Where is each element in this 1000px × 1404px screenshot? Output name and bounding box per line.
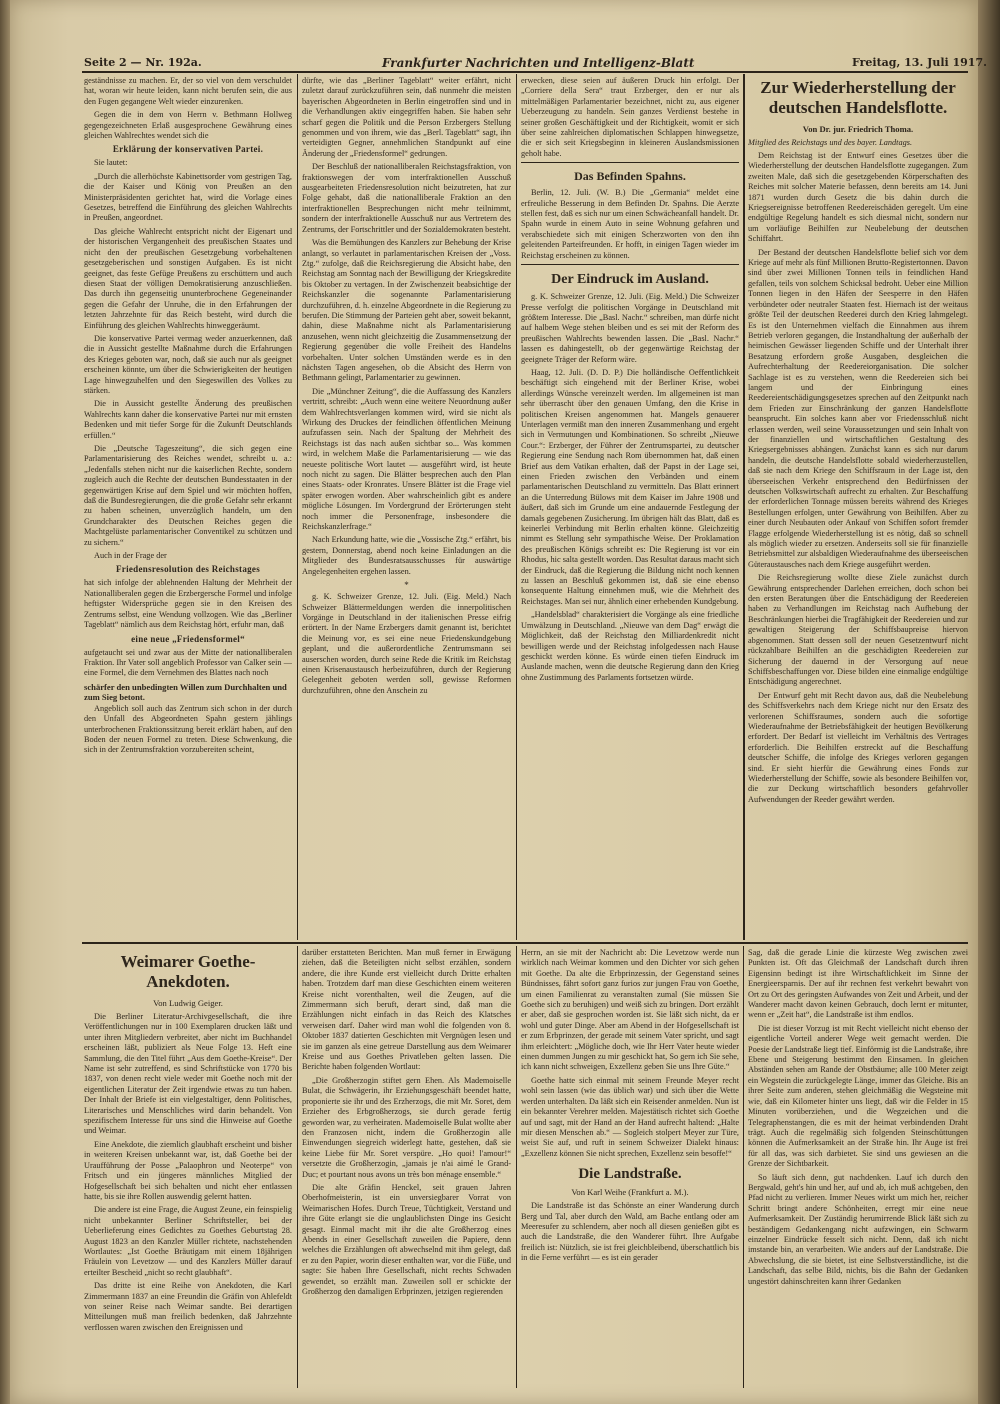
- subheading: Erklärung der konservativen Partei.: [112, 144, 264, 155]
- column-rule: [516, 74, 517, 940]
- paragraph: dürfte, wie das „Berliner Tageblatt“ weiter erfährt, nicht zuletzt darauf zurückzuführen sein, daß nunmehr die meisten bayerischen Abgeordneten in Berlin eingetroffen sind und in die Verhandlungen aktiv eingegriffen haben. Sie haben sehr scharf gegen die Politik und die Person Erzbergers Stellung genommen und von ihrem, wie das „Berl. Tageblatt“ sagt, ihn verteidigten Gegner, annehmlichen Standpunkt auf eine Änderung der „Friedensformel“ gedrungen.: [302, 76, 511, 158]
- author-note: Mitglied des Reichstags und des bayer. Landtags.: [748, 138, 913, 147]
- article-column-2: [302, 76, 511, 940]
- subheading: eine neue „Friedensformel“: [131, 633, 245, 644]
- feuilleton-title: Weimarer Goethe-Anekdoten.: [120, 952, 256, 991]
- paragraph: geständnisse zu machen. Er, der so viel von dem verschuldet hat, woran wir heute leiden, kann nicht berufen sein, die aus den Fugen gegangene Welt wieder einzurenken.: [84, 76, 292, 106]
- article-title-landstrasse: Die Landstraße.: [578, 1166, 682, 1183]
- paragraph: Die Landstraße ist das Schönste an einer Wanderung durch Berg und Tal, aber durch den Wald, am Bache entlang oder am Meeresufer zu schlendern, aber noch all diesen genießen gibt es auch die Landstraße, die den Wanderer führt. Ihre Aufgabe freilich ist: Nützlich, sie ist frei gleichbleibend, überschattlich bis in die Ferne verführt — es ist ein gerader: [521, 1201, 739, 1263]
- paragraph: Gegen die in dem von Herrn v. Bethmann Hollweg gegengezeichneten Erlaß ausgesprochene Gewährung eines gleichen Wahlrechtes wendet sich die: [84, 110, 292, 141]
- paragraph: Haag, 12. Juli. (D. D. P.) Die holländische Oeffentlichkeit beschäftigt sich eingehend mit der Berliner Krise, wobei allerdings Wünsche vereinzelt werden. Im allgemeinen ist man sehr überrascht über den genauen Umfang, den die Krise in politischen Kreisen angenommen hat. Mangels genauerer Unterlagen vermißt man den inneren Zusammenhang und ergeht sich in Vermutungen und Kombinationen. So schreibt „Nieuwe Cour.“: Erzberger, der Führer der Zentrumspartei, zu deutscher Regierung eine Sendung nach Rom übernommen hat, daß einen Brief aus dem Vatikan erhalten, daß der Papst in der Lage sei, einen Frieden zwischen den Verbänden und einem parlamentarischen Deutschland zu vermitteln. Das Blatt erinnert an die Unterredung Bülows mit dem Kaiser im Jahre 1908 und äußert, daß sich im Grunde um eine andauernde Festlegung der damals gegebenen Zusicherung. Im übrigen hält das Blatt, daß es keinerlei Verbindung mit Berlin erhalten könne. Gleichzeitig nimmt es Stellung sehr sympathische Weise. Der Proklamation des preußischen Königs schreibt es: Die Regierung ist vor ein Rhodus, hic salta gestellt worden. Das Resultat daraus macht sich der Eindruck, daß die Regierung die Bildung nicht noch kennen zu lassen an Beschluß gekommen ist, daß sie eine ebenso konsequente Haltung einnehmen muß, wie die Mehrheit des Reichstages. Man sei nur, ähnlich einer erhebenden Kundgebung.: [521, 367, 739, 606]
- article-title-eindruck: Der Eindruck im Ausland.: [521, 264, 739, 288]
- section-rule: [82, 942, 968, 944]
- paragraph: Was die Bemühungen des Kanzlers zur Behebung der Krise anlangt, so verlautet in parlamentarischen Kreisen der „Voss. Ztg.“ zufolge, daß die Reichsregierung die Absicht habe, den Reichstag am Sonntag nach der Bewilligung der Kriegskredite bis Oktober zu vertagen. In der Zwischenzeit beabsichtige der Reichskanzler die sogenannte Parlamentarisierung durchzuführen, d. h. einzelne Abgeordnete in die Regierung zu berufen. Die Stimmung der Parteien geht aber, soweit bekannt, dahin, diese Maßnahme nicht als Parlamentarisierung anzusehen, wenn nicht gleichzeitig die Zusammensetzung der Regierung gegenüber die volle Freiheit des Handelns vorbehalten. Unter solchen Umständen werde es in den nächsten Tagen angesehen, ob die Absicht des Herrn von Bethmann gelingt, Parlamentarier zu gewinnen.: [302, 238, 511, 383]
- landstrasse-author: Von Karl Weihe (Frankfurt a. M.).: [571, 1187, 689, 1198]
- paragraph: „Durch die allerhöchste Kabinettsorder vom gestrigen Tag, die der Kaiser und König von Preußen an den Ministerpräsidenten gerichtet hat, wird die Vorlage eines Gesetzes, betreffend die Einführung des gleichen Wahlrechts in Preußen, angeordnet.: [84, 171, 292, 223]
- page-number: Seite 2 — Nr. 192a.: [84, 56, 202, 69]
- header-rule: [82, 71, 968, 73]
- paragraph: Nach Erkundung hatte, wie die „Vossische Ztg.“ erfährt, bis gestern, Donnerstag, abend noch keine Einladungen an die Mitglieder des Bundesratsausschusses für auswärtige Angelegenheiten ergehen lassen.: [302, 535, 511, 576]
- paragraph: Die alte Gräfin Henckel, seit grauen Jahren Oberhofmeisterin, ist ein unversiegbarer Vorrat von Weimarischen Hofes. Durch Treue, Tüchtigkeit, Verstand und ihre Güte erlangt sie die unglaublichsten Dinge ins Gesicht gesagt. Einmal macht mit ihr die alte Großherzog eines Abends in einer Gesellschaft zuweilen die Papiere, denn welches die Erzählungen oft abwechselnd mit ihm gelegt, daß er zu den Papier, worin dieser enthalten war, vor die Füße, und sagte: Sie haben Ihre Gesellschaft, nicht rechts Schwaden gewendet, so erzählt man. Zuweilen soll er schickte der Großherzog den damaligen Erbprinzen, jetzigen regierenden: [302, 1182, 511, 1296]
- paragraph: Angeblich soll auch das Zentrum sich schon in der durch den Unfall des Abgeordneten Spahn gestern jählings unterbrochenen Fraktionssitzung bereit erklärt haben, auf den Boden der neuen Formel zu treten. Diese Schwenkung, die sich in der Zentrumsfraktion vorzubereiten scheint,: [84, 703, 292, 755]
- paragraph: Die Berliner Literatur-Archivgesellschaft, die ihre Veröffentlichungen nur in 100 Exemplaren drucken läßt und unter ihren Mitgliedern verbreitet, aber nicht im Buchhandel erscheinen läßt, publiziert als Neue Folge 13. Heft eine Sammlung, die den Titel führt „Aus dem Goethe-Kreise“. Der Name ist sehr zutreffend, es sind Schriftstücke von 1770 bis 1837, von denen recht viele weder mit Goethe noch mit der eigentlichen Literatur der Zeit irgendwie etwas zu tun haben. Der Inhalt der Briefe ist ein vielgestaltiger, denn Politisches, Literarisches und Menschliches wird darin behandelt. Von spezifischem Interesse für uns sind die Hinweise auf Goethe und Weimar.: [84, 1012, 292, 1136]
- article-column-4: [748, 76, 968, 940]
- paragraph: Das dritte ist eine Reihe von Anekdoten, die Karl Zimmermann 1837 an eine Freundin die Gräfin von Ahlefeldt von seiner Reise nach Weimar sandte. Bei derartigen Mitteilungen muß man freilich bedenken, daß Jahrzehnte verflossen waren zwischen den Ereignissen und: [84, 1281, 292, 1332]
- paragraph: „Handelsblad“ charakterisiert die Vorgänge als eine friedliche Umwälzung in Deutschland. „Nieuwe van dem Dag“ erwägt die Möglichkeit, daß der Reichstag den Milliardenkredit nicht bewilligen werde und der Reichstag infolgedessen nach Hause geschickt werden könne. Es würde einen tiefen Eindruck im Auslande machen, wenn die deutsche Regierung dann den Krieg ohne Zustimmung des Parlaments fortsetzen würde.: [521, 610, 739, 682]
- paragraph: Die „Deutsche Tageszeitung“, die sich gegen eine Parlamentarisierung des Reiches wendet, schreibt u. a.: „Jedenfalls stehen nicht nur die kaiserlichen Rechte, sondern zugleich auch die Rechte der deutschen Bundesstaaten in der gegenwärtigen Krise auf dem Spiel und wir möchten hoffen, daß die Bundesregierungen, die die große Gefahr sehr erkannt zu haben scheinen, unverzüglich handeln, um den Grundcharakter des Deutschen Reiches gegen die Machtgelüste parlamentarischer Conventikel zu schützen und zu sichern.“: [84, 444, 292, 547]
- column-rule: [743, 74, 745, 940]
- paragraph: Die andere ist eine Frage, die August Zeune, ein feinspielig nicht unbekannter Berliner Schriftsteller, bei der Ueberlieferung eines Gedichtes zu Goethes Geburtstag 28. August 1823 an den Kanzler Müller richtete, nachstehenden Wortlautes: „Ist Goethe Bräutigam mit einem 18jährigen Fräulein von Levetzow — und des Kanzlers Müller darauf erteilter Bescheid „nicht so recht glaubhaft“.: [84, 1205, 292, 1277]
- masthead-title: Frankfurter Nachrichten und Intelligenz-Blatt: [382, 56, 695, 70]
- feuilleton-column-2: [302, 948, 511, 1388]
- feuilleton-column-4: [748, 948, 968, 1388]
- paragraph: aufgetaucht sei und zwar aus der Mitte der nationalliberalen Fraktion. Ihr Vater soll angeblich Professor van Calker sein — eine Formel, die dem Vernehmen des Blattes nach noch: [84, 647, 292, 678]
- paragraph: Goethe hatte sich einmal mit seinem Freunde Meyer recht wohl sein lassen (wie das üblich war) und sich über die Wette werden unterhalten. Da läßt sich ein Reisender anmelden. Nun ist ein bekannter Verehrer melden. Majestätisch richtet sich Goethe auf und sagt, mit der Hand an der Hand aufrecht haltend: „Halte mir diesen Menschen ab.“ — Sogleich stolpert Meyer zur Türe, weist Sie auf, und ruft in seinem Schweizer Dialekt hinaus: „Exzellenz können Sie nicht sprechen, Exzellenz sein besoffe!“: [521, 1075, 739, 1158]
- author-byline: Von Dr. jur. Friedrich Thoma.: [802, 124, 914, 134]
- paragraph: Die in Aussicht gestellte Änderung des preußischen Wahlrechts kann daher die konservative Partei nur mit ernsten Bedenken und mit tiefer Sorge für die Zukunft Deutschlands erfüllen.“: [84, 399, 292, 440]
- paragraph: Auch in der Frage der: [94, 551, 167, 561]
- paragraph: Sie lautet:: [94, 158, 128, 168]
- paragraph: g. K. Schweizer Grenze, 12. Juli. (Eig. Meld.) Nach Schweizer Blättermeldungen werden die innerpolitischen Vorgänge in Deutschland in der italienischen Presse eifrig erörtert. In der Name Erzbergers damit genannt ist, berichtet die Meinung vor, es sei eine neue Friedenskundgebung geplant, und die außerordentliche Zentrumsmann sei auserschen worden, durch seine Rede die Kritik im Reichstag einen Krisenaustausch herbeizuführen, durch der Regierung Gelegenheit geboten werden soll, gewisse Reformen durchzuführen, ohne den Anschein zu: [302, 592, 511, 695]
- column-rule: [516, 946, 517, 1388]
- page-left-edge: [0, 0, 10, 1404]
- paragraph: Berlin, 12. Juli. (W. B.) Die „Germania“ meldet eine erfreuliche Besserung in dem Befinden Dr. Spahns. Die Aerzte stellen fest, daß es sich nur um einen Schwächeanfall handelt. Dr. Spahn wurde in einem Auto in seine Wohnung gefahren und verabschiedete sich mit einigen Scherzworten von den ihn geleitenden Parteifreunden. Er hofft, in einigen Tagen wieder im Reichstag erscheinen zu können.: [521, 188, 739, 260]
- paragraph: Dem Reichstag ist der Entwurf eines Gesetzes über die Wiederherstellung der deutschen Handelsflotte zugegangen. Zum zweiten Male, daß sich die gesetzgebenden Körperschaften des Reiches mit solcher Materie befassen, denn bereits am 14. Juni 1871 wurden durch Gesetz die bis dahin durch die Kriegsereignisse betroffenen Reedereischäden geregelt. Um eine endgültige Regelung handelt es sich diesmal nicht, sondern nur um vorläufige Beihilfen zur Neubelebung der deutschen Schiffahrt.: [748, 151, 968, 244]
- newspaper-page: [10, 0, 987, 1404]
- column-rule: [297, 74, 298, 940]
- paragraph: erwecken, diese seien auf äußeren Druck hin erfolgt. Der „Corriere della Sera“ traut Erzberger, den er nur als mittelmäßigen Parlamentarier bezeichnet, nicht zu, aus eigener Ueberzeugung zu handeln. Sein ganzes Verdienst bestehe in seiner großen Geschäftigkeit und der Richtigkeit, womit er sich über seine zahlreichen diplomatischen Schlappen hinwegsetze, die er sich seit Kriegsbeginn in kleineren Auslandsmissionen geholt habe.: [521, 76, 739, 158]
- column-rule: [297, 946, 298, 1388]
- subheading: Friedensresolution des Reichstages: [115, 564, 261, 575]
- page-right-edge: [978, 0, 1000, 1404]
- paragraph: Die „Münchner Zeitung“, die die Auffassung des Kanzlers vertritt, schreibt: „Auch wenn eine weitere Neuordnung außer dem Wahlrechtsverlangen kommen wird, wird sie nicht als Wirkung des Druckes der feindlichen öffentlichen Meinung aufzufassen sein. Nach der Spaltung der Mehrheit des Reichstags ist das nach außen sichtbar so... Was kommen wird, in welchem Maße die Parlamentarisierung — wie das neueste politische Wort lautet — ausgeführt wird, ist heute noch nicht zu sagen. Die Blätter besprechen auch den Plan eines Staats- oder Kronrates. Unsere Blätter ist die Frage viel später erwogen worden. Aber wahrscheinlich gibt es andere mögliche Lösungen. Im Vordergrund der Erörterungen steht noch immer die Personenfrage, insbesondere die Reichskanzlerfrage.“: [302, 386, 511, 532]
- paragraph: „Die Großherzogin stiftet gern Ehen. Als Mademoiselle Bulat, die Schwägerin, ihr Erziehungsgeschäft beendet hatte, proponierte sie ihr und des Erzherzogs, die mit Mr. Soret, dem Erzieher des Erbgroßherzogs, sie durch gerade fertig geworden war, zu verheiraten. Mademoiselle Bulat wollte aber den Franzosen nicht, indem die Großherzogin alle Einwendungen siegreich widerlegt hatte, gestehen, daß sie keine Liebe für Mr. Soret verspüre. „Ho quoi! l'amour!“ versetzte die Großherzogin, „jamais je n'ai aimé le Grand-Duc; et pourtant nous avons un très bon ménage ensemble.“: [302, 1075, 511, 1179]
- separator-star: *: [404, 580, 409, 591]
- article-column-3: [521, 76, 739, 940]
- column-rule: [743, 946, 744, 1388]
- paragraph: Die ist dieser Vorzug ist mit Recht vielleicht nicht ebenso der eigentliche Vorteil anderer Wege weit gemacht werden. Die Poesie der Landstraße liegt tief. Einförmig ist die Landstraße, ihre Ebene und Steigerung bestimmt den Einsamen. In gleichen Abständen sehen am Rande der Obstbäume; alle 100 Meter zeigt ein Wegstein die zurückgelegte Länge, immer das Gleiche. Bis an ihrer Seite zum anderen, stehen gleichmäßig die Wegsteine mit wie, daß ein Kilometer hinter uns liegt, daß wir die Felder in 15 Minuten vorüberziehen, und die Wegzeichen und die Telegraphenstangen, die es mit der heimat verbindenden Draht trägt. Auch die regelmäßig sich folgenden Steinschüttungen können die Aufmerksamkeit an der Straße hin. Ihr Auge ist frei für all das, was sich darbietet. Sie sind uns gewiesen an die Grenze der Sichtbarkeit.: [748, 1023, 968, 1169]
- paragraph: darüber erstatteten Berichten. Man muß ferner in Erwägung ziehen, daß die Beteiligten nicht selbst erzählen, sondern andere, die ihre Kunde erst vielleicht durch Dritte erhalten haben. Trotzdem darf man diese Geschichten einem weiteren Kreise nicht vorenthalten, weil die Zeugen, auf die Zimmermann sich beruft, derart sind, daß man die Erzählungen nicht einfach in das Reich des Klatsches verweisen darf. Daher wird man wohl die folgenden von 8. Oktober 1837 datierten Geschichten mit Vergnügen lesen und sie im ganzen als eine getreue Darstellung aus dem Weimarer Kreise und aus Goethes Privatleben gelten lassen. Die Berichte haben folgenden Wortlaut:: [302, 948, 511, 1072]
- feuilleton-author: Von Ludwig Geiger.: [153, 998, 223, 1008]
- article-column-1: [84, 76, 292, 940]
- paragraph: hat sich infolge der ablehnenden Haltung der Mehrheit der Nationalliberalen gegen die Erzbergersche Formel und infolge heftigster Widersprüche gegen sie in den Kreisen des Zentrums selbst, eine Wendung vollzogen. Wie das „Berliner Tageblatt“ nämlich aus dem Reichstag hört, erfuhr man, daß: [84, 578, 292, 630]
- paragraph: Eine Anekdote, die ziemlich glaubhaft erscheint und bisher in weiteren Kreisen unbekannt war, ist, daß Goethe bei der Uraufführung der Posse „Palaophron und Neoterpe“ von Fritsch und ein jüngeres männliches Mitglied der Hofgesellschaft bei sich behalten und nicht eher entlassen hatte, bis sie ihre Rollen auswendig gelernt hatten.: [84, 1139, 292, 1201]
- paragraph: g. K. Schweizer Grenze, 12. Juli. (Eig. Meld.) Die Schweizer Presse verfolgt die politischen Vorgänge in Deutschland mit größtem Interesse. Die „Basl. Nachr.“ schreiben, man dürfe nicht auf halbem Wege stehen bleiben und es sei mit der Reform des preußischen Wahlrechts bewenden lassen. Die „Basl. Nachr.“ lassen es dahingestellt, ob der gegenwärtige Reichstag der geeignete Träger der Reform wäre.: [521, 292, 739, 364]
- article-title-handelsflotte: Zur Wiederherstellung der deutschen Handelsflotte.: [760, 78, 956, 117]
- feuilleton-column-3: [521, 948, 739, 1388]
- paragraph: Die konservative Partei vermag weder anzuerkennen, daß die in Aussicht gestellte Maßnahme durch die Erfahrungen des Krieges geboten war, noch, daß sie auch nur als geeignet erscheinen könnte, um über die Schwierigkeiten der heutigen Lage hinwegzuhelfen und den Siegeswillen des Volkes zu stärken.: [84, 333, 292, 395]
- subheading: schärfer den unbedingten Willen zum Durchhalten und zum Sieg betont.: [84, 681, 287, 702]
- paragraph: Das gleiche Wahlrecht entspricht nicht der Eigenart und der historischen Vergangenheit des preußischen Staates und nicht den der preußischen Gesetzgebung vorbehaltenen gesetzgeberischen und sonstigen Aufgaben. Es ist nicht geeignet, das feste Gefüge Preußens zu erschüttern und auch diesen Staat der völligen Demokratisierung anzuschließen. Das durch ihn gegenseitig ununterbrochene Gegeneinander gegen die Gefahr der Unruhe, die in den Erfahrungen der letzten Jahrzehnte für das Reich besteht, wird durch die Einführung des gleichen Wahlrechts hinweggeräumt.: [84, 226, 292, 330]
- paragraph: Der Bestand der deutschen Handelsflotte belief sich vor dem Kriege auf mehr als fünf Millionen Brutto-Registertonnen. Davon sind über zwei Millionen Tonnen teils in feindlichen Hand gefallen, teils von solchem Schicksal bedroht. Ueber eine Million Tonnen liegen in den Häfen der Seesperre in den Häfen verbündeter oder neutraler Staaten fest. Hiernach ist der weitaus größte Teil der deutschen Reederei durch den Krieg lahmgelegt. Es ist den Unternehmen vielfach die Einnahmen aus ihrem Betrieb verloren gegangen, die Instandhaltung der außerhalb der heimischen Gewässer liegenden Schiffe und der Unterhalt ihrer Besatzung erfordern große Ausgaben, desgleichen die Aufrechterhaltung der Reedereiorganisation. Die solcher Sachlage ist es zu verstehen, wenn die Reedereien sich bei langem und der Einbringung eines Reedereientschädigungsgesetzes sprechen auf den Zeitpunkt nach dem Frieden zur Einschränkung der ganzen Handelsflotte beansprucht. Ein solches kann aber vor Friedensschluß nicht erlassen werden, weil seine Voraussetzungen und sein Inhalt von der finanziellen und wirtschaftlichen Gestaltung des Kriegsergebnisses abhängen. Zunächst kann es sich nur darum handeln, die deutsche Handelsflotte sobald wiederherzustellen, daß sie nach dem Kriege den Schiffsraum in der Lage ist, den überseeischen Verkehr entsprechend den Bedürfnissen der deutschen Volkswirtschaft aufrecht zu erhalten. Zur Beschaffung der erforderlichen Tonnage müssen bereits während des Krieges Bestellungen erfolgen, unter Gewährung von Beihilfen. Aber zu einer durch Neubauten oder Ankauf von Schiffen sofort fremder Flagge erfolgende Wiederherstellung ist es nötig, daß so schnell als möglich wieder zu ersetzen. Anderseits soll sie für finanzielle Betriebsmittel zur alsbaldigen Wiederaufnahme des überseeischen Güteraustausches nach dem Kriege ausgeführt werden.: [748, 247, 968, 569]
- paragraph: Sag, daß die gerade Linie die kürzeste Weg zwischen zwei Punkten ist. Oft das Gleichmaß der Landschaft durch ihren Eigensinn bedingt ist ihre Wirtschaftlichkeit im Sinne der Energieersparnis. Der auf ihr rechnen fest verkehrt bewahrt von Ort zu Ort des geringsten Aufwandes von Zeit und Arbeit, und der Wanderer macht davon keinen Gebrauch, doch lernt er mitunter, wenn er „Zeit hat“, die Landstraße ist ihm endlos.: [748, 948, 968, 1020]
- issue-date: Freitag, 13. Juli 1917.: [852, 56, 987, 69]
- paragraph: So läuft sich denn, gut nachdenken. Lauf ich durch den Bergwald, geht's hin und her, auf und ab, ich muß achtgeben, den Pfad nicht zu verlieren. Immer Neues wirkt um mich her, reicher Schritt bringt andere Schönheiten, erregt mir eine neue Aufmerksamkeit. Der Zuständig herumirrende Blick läßt sich zu beständigem Gedankengang nicht aufzwingen, ein Schwarm einzelner Eindrücke fesselt sich nicht. Denn, daß ich nicht imstande bin, an verarbeiten. Wie anders auf der Landstraße. Die Abwechslung, die sie bietet, ist eine Selbstverständliche, ist die Landschaft, das selbe Bild, nichts, bis die Bahn der Gedanken ungestört dahinschreiten kann ihrer Gedanken: [748, 1172, 968, 1286]
- feuilleton-column-1: [84, 948, 292, 1388]
- article-title-spahn: Das Befinden Spahns.: [521, 162, 739, 184]
- paragraph: Herrn, an sie mit der Nachricht ab: Die Levetzow werde nun wirklich nach Weimar kommen und den Dichter vor sich gehen mit Goethe. Da alte die Erbprinzessin, der Gegenstand seines Bündnisses, fährt sofort ganz furios zur jungen Frau von Goethe, um einen Familienrat zu veranstalten zumal (Sie müssen Sie Goethe sich zu beruhigen) und weiß sich zu bringen. Dort erzählt er aber, daß sie gesprochen worden ist. Sie läßt sich nicht, da er wohl und guter Dinge. Aber am Abend in der Hofgesellschaft ist er zum Erbprinzen, der gerade mit seinem Vater spricht, und sagt ihm erleichtert: „Mögliche doch, wie Ihr Herr Vater heute wieder einen dummen Jungen zu mir geschickt hat, So gern ich Sie sehe, ich kann nicht schweigen, Exzellenz geben Sie uns Ihre Güte.“: [521, 948, 739, 1072]
- paragraph: Der Beschluß der nationalliberalen Reichstagsfraktion, von fraktionswegen der vom interfraktionellen Ausschuß ausgearbeiteten Friedensresolution nicht beizutreten, hat zur Folge gehabt, daß die nationalliberale Fraktion an den interfraktionellen Besprechungen nicht mehr teilnimmt, sondern der interfraktionelle Ausschuß nur aus Vertretern des Zentrums, der Fortschrittler und der Sozialdemokraten besteht.: [302, 162, 511, 234]
- paragraph: Der Entwurf geht mit Recht davon aus, daß die Neubelebung des Schiffsverkehrs nach dem Kriege nicht nur den Ersatz des verlorenen Schiffsraumes, sondern auch die sofortige Wiederaufnahme der Betriebsfähigkeit der heutigen Bevölkerung erfordert. Der Bedarf ist vielleicht im Verhältnis des Vertrages erforderlich. Die Beihilfen erstreckt auf die Beschaffung deutscher Schiffe, die infolge des Krieges verloren gegangen sind. Er sieht hierfür die Gewährung eines Fonds zur Wiederherstellung der Schiffe, sowie als besondere Beihilfen vor, die zur Deckung wirtschaftlich besonders gefahrvoller Aufwendungen der Reeder gewährt werden.: [748, 690, 968, 804]
- paragraph: Die Reichsregierung wollte diese Ziele zunächst durch Gewährung entsprechender Darlehen erreichen, doch schon bei den ersten Beratungen über die Entschädigung der Reedereien haben zu Verhandlungen im Reichstag nach Aufhebung der Beschränkungen hierbei die Tragfähigkeit der Reedereien und zur gewaltigen Steigerung der Schiffsbaupreise hiervon abgenommen. Statt dessen soll der neuen Gesetzentwurf nicht rückzahlbare Beihilfen an die geschädigten Reedereien zur Sicherung der dauernd in der Versorgung auf neue Schiffsbeschaffungen vor. Diese bilden eine einmalige endgültige Entschädigung angerechnet.: [748, 573, 968, 687]
